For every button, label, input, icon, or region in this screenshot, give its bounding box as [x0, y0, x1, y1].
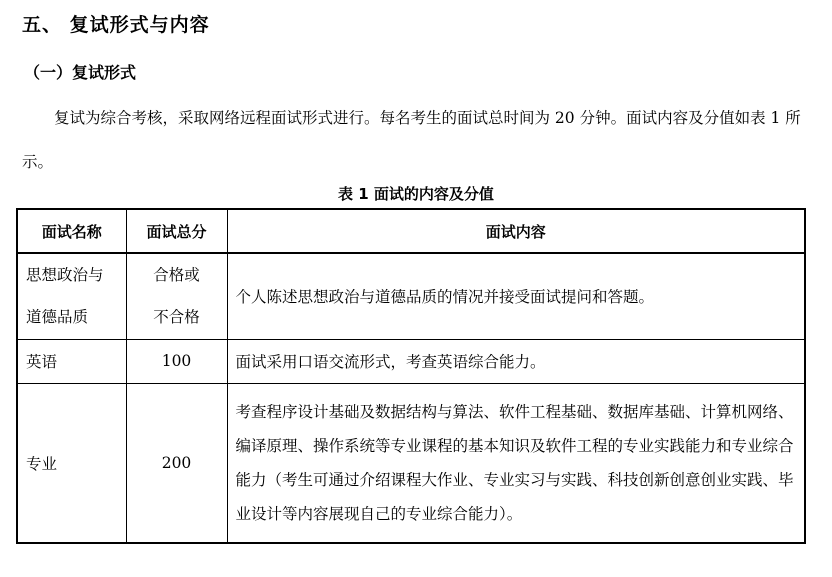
header-content: 面试内容 [227, 209, 805, 253]
section-title: 五、 复试形式与内容 [22, 14, 210, 36]
row-content: 考查程序设计基础及数据结构与算法、软件工程基础、数据库基础、计算机网络、编译原理、操作系统等专业课程的基本知识及软件工程的专业实践能力和专业综合能力（考生可通过介绍课程大作业、专业实习与实践、科技创新创意创业实践、毕业设计等内容展现自己的专业综合能力）。 [227, 383, 805, 543]
header-score: 面试总分 [126, 209, 227, 253]
table-row [17, 253, 805, 339]
subsection-title: （一）复试形式 [24, 63, 137, 82]
interview-table [16, 208, 806, 544]
row-score: 200 [126, 383, 227, 543]
row-name: 专业 [17, 383, 126, 543]
row-score: 100 [126, 339, 227, 383]
intro-paragraph: 复试为综合考核，采取网络远程面试形式进行。每名考生的面试总时间为 20 分钟。面试内容及分值如表 1 所示。 [22, 109, 801, 171]
row-name: 思想政治与道德品质 [17, 253, 126, 339]
table-row [17, 339, 805, 383]
row-score: 合格或不合格 [126, 253, 227, 339]
row-name: 英语 [17, 339, 126, 383]
header-name: 面试名称 [17, 209, 126, 253]
row-content: 面试采用口语交流形式，考查英语综合能力。 [227, 339, 805, 383]
table-caption: 表 1 面试的内容及分值 [338, 185, 494, 203]
table-header-row [17, 209, 805, 253]
table-row [17, 383, 805, 543]
row-content: 个人陈述思想政治与道德品质的情况并接受面试提问和答题。 [227, 253, 805, 339]
